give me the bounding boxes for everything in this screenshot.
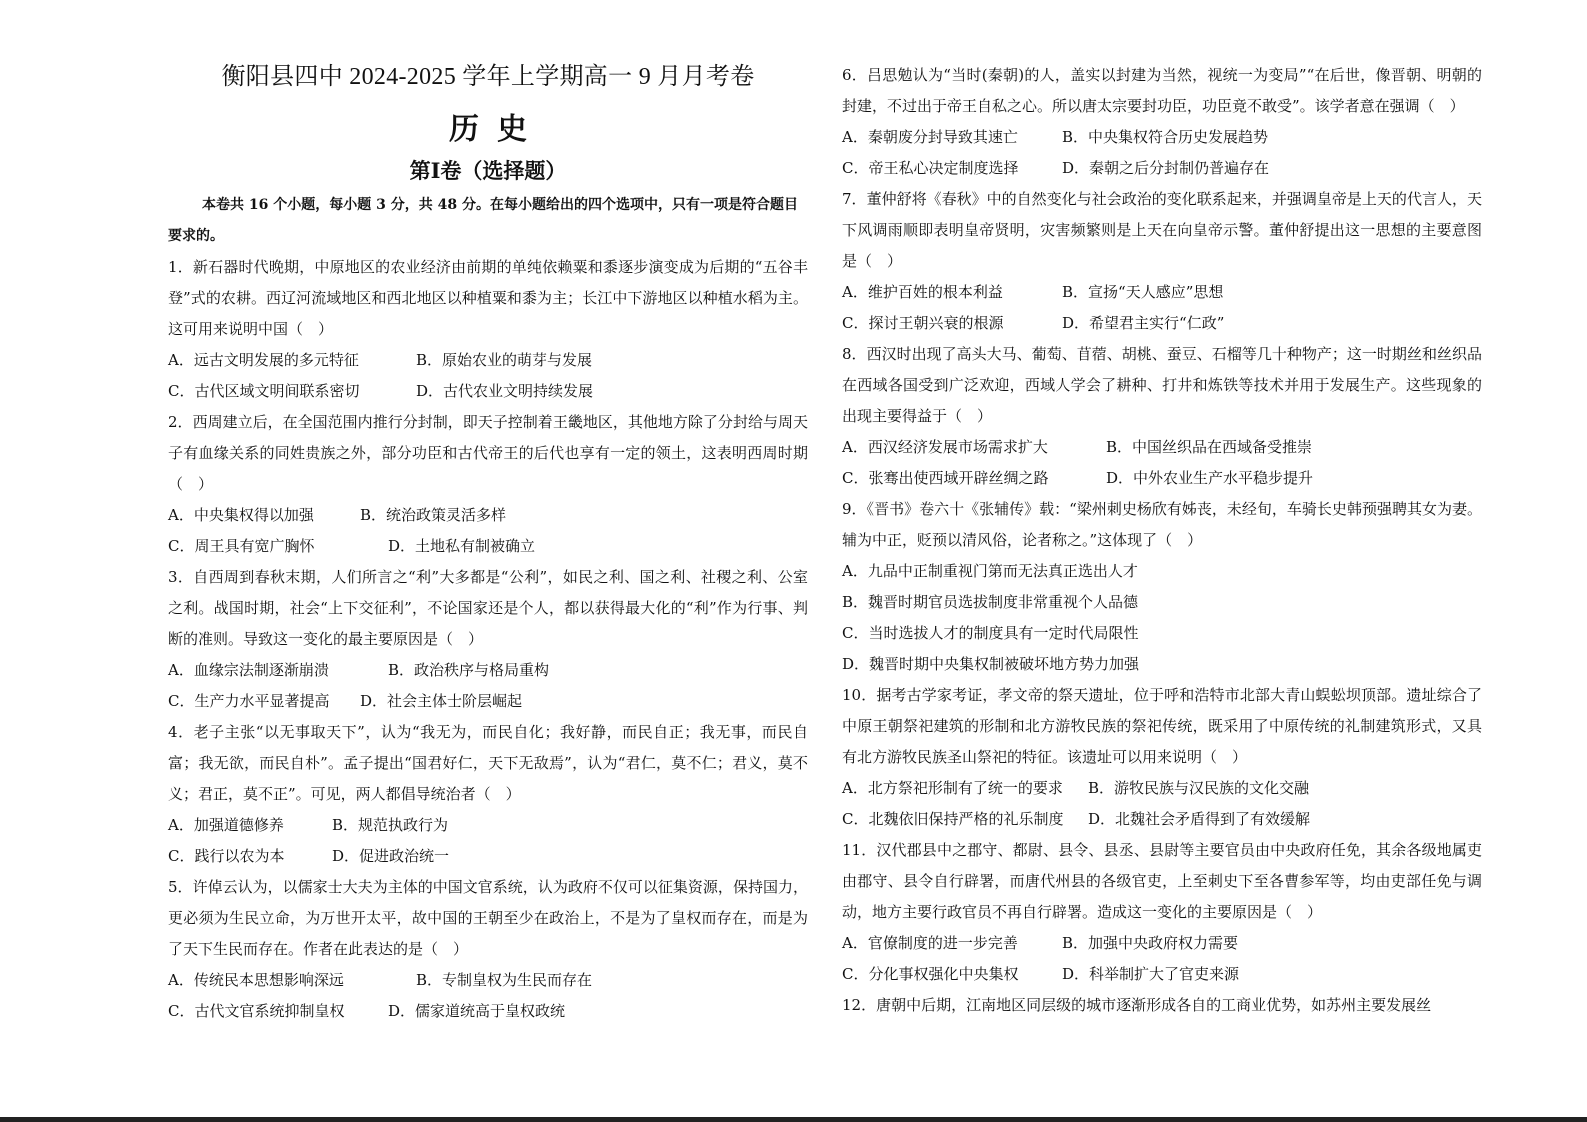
question-11: [842, 835, 1482, 990]
option-d[interactable]: D．科举制扩大了官吏来源: [1062, 965, 1240, 983]
option-b[interactable]: B．加强中央政府权力需要: [1062, 934, 1239, 952]
option-row: [842, 277, 1482, 308]
option-a[interactable]: A．传统民本思想影响深远: [168, 971, 344, 989]
option-b[interactable]: B．统治政策灵活多样: [360, 506, 507, 524]
question-5: [168, 872, 808, 1027]
left-column: [168, 56, 808, 1027]
question-6: [842, 60, 1482, 184]
option-b[interactable]: B．中央集权符合历史发展趋势: [1062, 128, 1269, 146]
question-stem: 3．自西周到春秋末期，人们所言之“利”大多都是“公利”，如民之利、国之利、社稷之利、公室之利。战国时期，社会“上下交征利”，不论国家还是个人，都以获得最大化的“利”作为行事、判断的准则。导致这一变化的最主要原因是（ ）: [168, 568, 808, 648]
option-a[interactable]: A．加强道德修养: [168, 816, 284, 834]
option-row: [168, 376, 808, 407]
option-row: [168, 810, 808, 841]
option-row: [842, 432, 1482, 463]
option-a[interactable]: A．远古文明发展的多元特征: [168, 351, 359, 369]
option-d[interactable]: D．秦朝之后分封制仍普遍存在: [1062, 159, 1270, 177]
option-a[interactable]: A．九品中正制重视门第而无法真正选出人才: [842, 562, 1138, 580]
option-c[interactable]: C．古代区域文明间联系密切: [168, 382, 360, 400]
option-a[interactable]: A．官僚制度的进一步完善: [842, 934, 1018, 952]
option-b[interactable]: B．规范执政行为: [332, 816, 449, 834]
option-d[interactable]: D．中外农业生产水平稳步提升: [1106, 469, 1314, 487]
option-b[interactable]: B．专制皇权为生民而存在: [416, 971, 593, 989]
option-row: [168, 655, 808, 686]
option-row: [842, 959, 1482, 990]
option-d[interactable]: D．希望君主实行“仁政”: [1062, 314, 1225, 332]
option-c[interactable]: C．帝王私心决定制度选择: [842, 159, 1019, 177]
option-row: [842, 153, 1482, 184]
option-b[interactable]: B．游牧民族与汉民族的文化交融: [1088, 779, 1310, 797]
option-row: [168, 500, 808, 531]
option-a[interactable]: A．维护百姓的根本利益: [842, 283, 1003, 301]
option-c[interactable]: C．北魏依旧保持严格的礼乐制度: [842, 810, 1064, 828]
option-b[interactable]: B．宣扬“天人感应”思想: [1062, 283, 1224, 301]
question-stem: 2．西周建立后，在全国范围内推行分封制，即天子控制着王畿地区，其他地方除了分封给与周天子有血缘关系的同姓贵族之外，部分功臣和古代帝王的后代也享有一定的领土，这表明西周时期（ ）: [168, 413, 808, 493]
option-row: [168, 686, 808, 717]
question-stem: 4．老子主张“以无事取天下”，认为“我无为，而民自化；我好静，而民自正；我无事，而民自富；我无欲，而民自朴”。孟子提出“国君好仁，天下无敌焉”，认为“君仁，莫不仁；君义，莫不义；君正，莫不正”。可见，两人都倡导统治者（ ）: [168, 723, 808, 803]
option-row: [842, 928, 1482, 959]
option-a[interactable]: A．北方祭祀形制有了统一的要求: [842, 779, 1063, 797]
option-b[interactable]: B．政治秩序与格局重构: [388, 661, 550, 679]
question-7: [842, 184, 1482, 339]
option-c[interactable]: C．践行以农为本: [168, 847, 285, 865]
question-stem: 6．吕思勉认为“当时(秦朝)的人，盖实以封建为当然，视统一为变局”“在后世，像晋朝、明朝的封建，不过出于帝王自私之心。所以唐太宗要封功臣，功臣竟不敢受”。该学者意在强调（ ）: [842, 66, 1482, 115]
question-12: [842, 990, 1482, 1021]
option-d[interactable]: D．儒家道统高于皇权政统: [388, 1002, 566, 1020]
option-row: [842, 463, 1482, 494]
subject-title: 历史: [449, 112, 545, 147]
option-a[interactable]: A．西汉经济发展市场需求扩大: [842, 438, 1048, 456]
option-b[interactable]: B．中国丝织品在西域备受推崇: [1106, 438, 1313, 456]
option-row: [168, 965, 808, 996]
question-stem: 5．许倬云认为，以儒家士大夫为主体的中国文官系统，认为政府不仅可以征集资源，保持国力，更必须为生民立命，为万世开太平，故中国的王朝至少在政治上，不是为了皇权而存在，而是为了天下生民而存在。作者在此表达的是（ ）: [168, 878, 808, 958]
option-row: [842, 308, 1482, 339]
option-c[interactable]: C．周王具有宽广胸怀: [168, 537, 315, 555]
question-stem: 1．新石器时代晚期，中原地区的农业经济由前期的单纯依赖粟和黍逐步演变成为后期的“五谷丰登”式的农耕。西辽河流域地区和西北地区以种植粟和黍为主；长江中下游地区以种植水稻为主。这可用来说明中国（ ）: [168, 258, 808, 338]
question-8: [842, 339, 1482, 494]
question-stem: 9．《晋书》卷六十《张辅传》载：“梁州刺史杨欣有姊丧，未经旬，车骑长史韩预强聘其女为妻。辅为中正，贬预以清风俗，论者称之。”这体现了（ ）: [842, 500, 1482, 549]
option-row: [168, 841, 808, 872]
option-d[interactable]: D．社会主体士阶层崛起: [360, 692, 523, 710]
question-stem: 10．据考古学家考证，孝文帝的祭天遗址，位于呼和浩特市北部大青山蜈蚣坝顶部。遗址综合了中原王朝祭祀建筑的形制和北方游牧民族的祭祀传统，既采用了中原传统的礼制建筑形式，又具有北方游牧民族圣山祭祀的特征。该遗址可以用来说明（ ）: [842, 686, 1482, 766]
option-c[interactable]: C．分化事权强化中央集权: [842, 965, 1019, 983]
option-row: [168, 345, 808, 376]
option-d[interactable]: D．魏晋时期中央集权制被破坏地方势力加强: [842, 655, 1140, 673]
option-d[interactable]: D．古代农业文明持续发展: [416, 382, 594, 400]
option-c[interactable]: C．张骞出使西域开辟丝绸之路: [842, 469, 1049, 487]
question-stem: 12．唐朝中后期，江南地区同层级的城市逐渐形成各自的工商业优势，如苏州主要发展丝: [842, 996, 1432, 1014]
instructions: 本卷共 16 个小题，每小题 3 分，共 48 分。在每小题给出的四个选项中，只有一项是符合题目要求的。: [168, 197, 798, 244]
option-row: [842, 773, 1482, 804]
option-b[interactable]: B．魏晋时期官员选拔制度非常重视个人品德: [842, 593, 1139, 611]
option-a[interactable]: A．血缘宗法制逐渐崩溃: [168, 661, 329, 679]
question-3: [168, 562, 808, 717]
exam-title: 衡阳县四中 2024-2025 学年上学期高一 9 月月考卷: [221, 64, 755, 90]
question-stem: 7．董仲舒将《春秋》中的自然变化与社会政治的变化联系起来，并强调皇帝是上天的代言人，天下风调雨顺即表明皇帝贤明，灾害频繁则是上天在向皇帝示警。董仲舒提出这一思想的主要意图是（ ）: [842, 190, 1482, 270]
question-stem: 11．汉代郡县中之郡守、都尉、县令、县丞、县尉等主要官员由中央政府任免，其余各级地属吏由郡守、县令自行辟署，而唐代州县的各级官吏，上至刺史下至各曹参军等，均由吏部任免与调动，地方主要行政官员不再自行辟署。造成这一变化的主要原因是（ ）: [842, 841, 1482, 921]
question-9: [842, 494, 1482, 680]
page-bottom-border: [0, 1117, 1587, 1122]
question-4: [168, 717, 808, 872]
question-10: [842, 680, 1482, 835]
question-1: [168, 252, 808, 407]
option-row: [842, 122, 1482, 153]
option-c[interactable]: C．古代文官系统抑制皇权: [168, 1002, 345, 1020]
option-c[interactable]: C．探讨王朝兴衰的根源: [842, 314, 1004, 332]
option-row: [842, 804, 1482, 835]
option-row: [168, 996, 808, 1027]
section-title: 第Ⅰ卷（选择题）: [409, 158, 567, 183]
option-c[interactable]: C．生产力水平显著提高: [168, 692, 330, 710]
option-a[interactable]: A．秦朝废分封导致其速亡: [842, 128, 1018, 146]
right-column: [842, 60, 1482, 1021]
option-a[interactable]: A．中央集权得以加强: [168, 506, 314, 524]
question-stem: 8．西汉时出现了高头大马、葡萄、苜蓿、胡桃、蚕豆、石榴等几十种物产；这一时期丝和丝织品在西域各国受到广泛欢迎，西域人学会了耕种、打井和炼铁等技术并用于发展生产。这些现象的出现主要得益于（ ）: [842, 345, 1482, 425]
option-row: [168, 531, 808, 562]
question-2: [168, 407, 808, 562]
option-d[interactable]: D．促进政治统一: [332, 847, 450, 865]
option-d[interactable]: D．北魏社会矛盾得到了有效缓解: [1088, 810, 1311, 828]
option-d[interactable]: D．土地私有制被确立: [388, 537, 536, 555]
option-b[interactable]: B．原始农业的萌芽与发展: [416, 351, 593, 369]
option-c[interactable]: C．当时选拔人才的制度具有一定时代局限性: [842, 624, 1139, 642]
